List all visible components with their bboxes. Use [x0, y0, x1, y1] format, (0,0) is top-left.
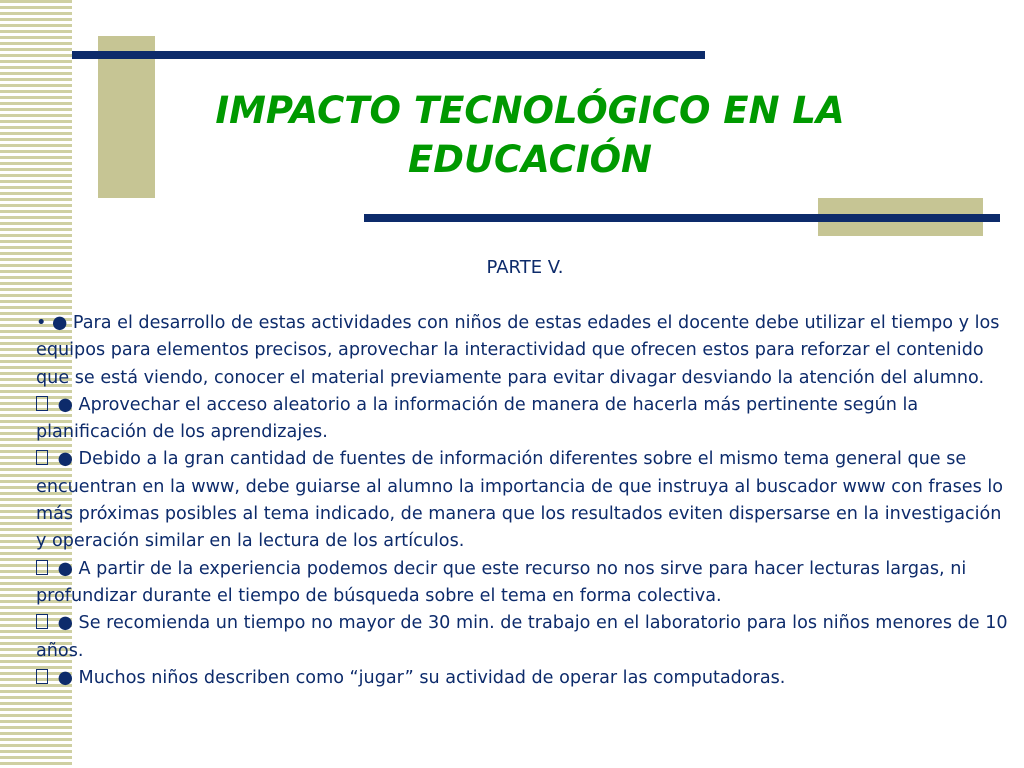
decorative-navy-line-bottom: [364, 214, 1000, 222]
bullet-text: Para el desarrollo de estas actividades con niños de estas edades el docente debe utilizar el tiempo y los equipos para elementos precisos, aprovechar la interactividad que ofrecen estos para reforzar el contenido que se está viendo, conocer el material previamente para evitar divagar desviando la atención del alumno.: [36, 313, 1000, 388]
bullet-text: A partir de la experiencia podemos decir que este recurso no nos sirve para hacer lecturas largas, ni profundizar durante el tiempo de búsqueda sobre el tema en forma colectiva.: [36, 558, 967, 606]
bullet-paragraph: [36, 310, 1011, 392]
missing-glyph-icon: [36, 450, 48, 465]
bullet-marker: ●: [52, 613, 79, 634]
bullet-text: Debido a la gran cantidad de fuentes de información diferentes sobre el mismo tema general que se encuentran en la www, debe guiarse al alumno la importancia de que instruya al buscador www con frases lo más próximas posibles al tema indicado, de manera que los resultados eviten dispersarse en la investigación y operación similar en la lectura de los artículos.: [36, 449, 1004, 552]
bullet-text: Muchos niños describen como “jugar” su actividad de operar las computadoras.: [78, 667, 786, 688]
missing-glyph-icon: [36, 396, 48, 411]
bullet-paragraph: [36, 556, 1011, 611]
missing-glyph-icon: [36, 614, 48, 629]
decorative-tan-block-left: [98, 36, 155, 198]
missing-glyph-icon: [36, 669, 48, 684]
decorative-navy-line-top: [72, 51, 705, 59]
bullet-paragraph: [36, 610, 1011, 665]
bullet-text: Se recomienda un tiempo no mayor de 30 min. de trabajo en el laboratorio para los niños menores de 10 años.: [36, 613, 1008, 661]
bullet-text: Aprovechar el acceso aleatorio a la información de manera de hacerla más pertinente según la planificación de los aprendizajes.: [36, 394, 919, 443]
slide-title: IMPACTO TECNOLÓGICO EN LA EDUCACIÓN: [215, 89, 845, 181]
bullet-paragraph: [36, 446, 1011, 555]
slide-body: [36, 310, 1011, 692]
bullet-marker: ●: [52, 394, 79, 415]
bullet-marker: ●: [52, 558, 79, 579]
bullet-marker: ●: [52, 449, 79, 470]
bullet-marker: • ●: [36, 313, 73, 333]
bullet-paragraph: [36, 392, 1011, 447]
slide-subtitle: PARTE V.: [486, 257, 564, 278]
bullet-marker: ●: [52, 667, 79, 688]
bullet-paragraph: [36, 665, 1011, 692]
missing-glyph-icon: [36, 560, 48, 575]
